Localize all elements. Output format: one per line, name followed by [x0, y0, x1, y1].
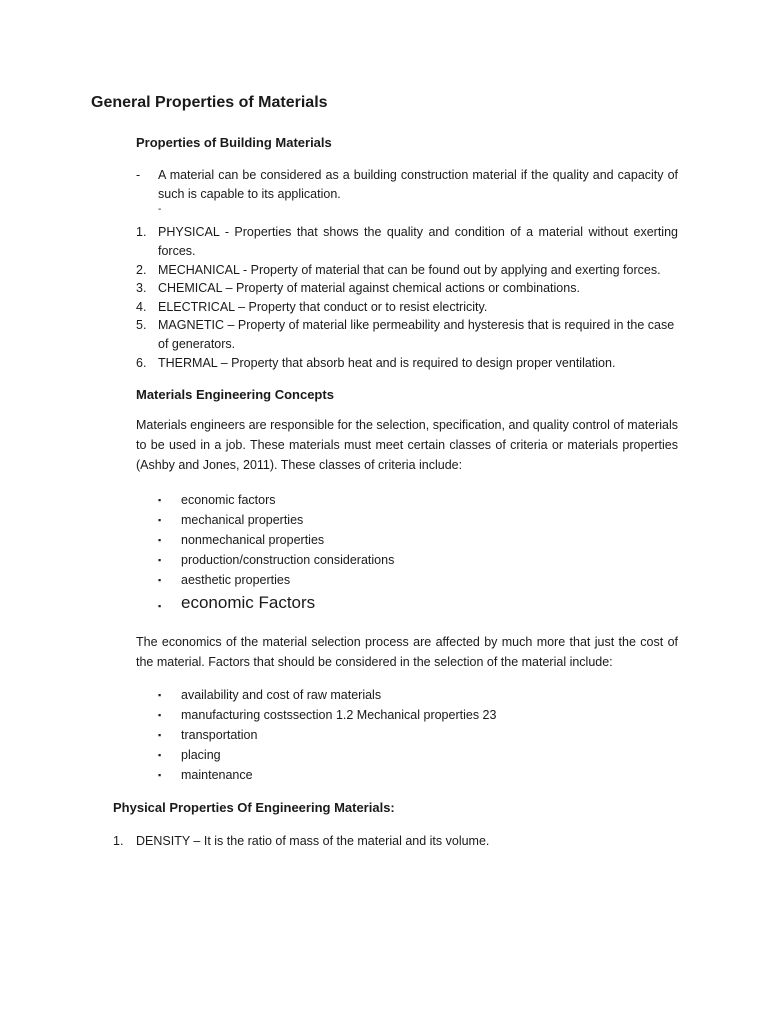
factor-item: availability and cost of raw materials	[181, 688, 382, 702]
list-item-number: 1.	[113, 834, 124, 848]
bullet-icon: ▪	[158, 750, 162, 760]
concepts-heading: Materials Engineering Concepts	[136, 387, 334, 402]
bullet-icon: ▪	[158, 710, 162, 720]
physical-properties-heading: Physical Properties Of Engineering Materials:	[113, 800, 395, 815]
list-item-number: 5.	[136, 318, 147, 332]
bullet-icon: ▪	[158, 770, 162, 780]
page-title: General Properties of Materials	[91, 94, 328, 111]
criteria-item: economic factors	[181, 493, 276, 507]
criteria-item: production/construction considerations	[181, 553, 395, 567]
bullet-icon: ▪	[158, 535, 162, 545]
economics-paragraph: The economics of the material selection process are affected by much more that just the cost of the material. Factors that should be considered in the selection of the material include:	[136, 635, 678, 669]
building-heading: Properties of Building Materials	[136, 135, 332, 150]
list-item-number: 2.	[136, 263, 147, 277]
bullet-icon: ▪	[158, 555, 162, 565]
concepts-paragraph: Materials engineers are responsible for the selection, specification, and quality control of materials to be used in a job. These materials must meet certain classes of criteria or materials properties (Ashby and Jones, 2011). These classes of criteria include:	[136, 418, 678, 472]
building-intro: A material can be considered as a building construction material if the quality and capacity of such is capable to its application.	[158, 168, 678, 201]
list-item-mechanical: MECHANICAL - Property of material that can be found out by applying and exerting forces.	[158, 263, 661, 277]
list-item-number: 3.	[136, 281, 147, 295]
bullet-icon: ▪	[158, 575, 162, 585]
criteria-item: mechanical properties	[181, 513, 304, 527]
dash-marker: -	[136, 168, 141, 182]
list-item-density: DENSITY – It is the ratio of mass of the material and its volume.	[136, 834, 490, 848]
bullet-icon: ▪	[158, 495, 162, 505]
criteria-item: nonmechanical properties	[181, 533, 325, 547]
dash-marker-2: -	[158, 204, 162, 215]
criteria-item: aesthetic properties	[181, 573, 291, 587]
list-item-number: 1.	[136, 225, 147, 239]
list-item-physical: PHYSICAL - Properties that shows the quality and condition of a material without exerting forces.	[158, 225, 678, 258]
list-item-chemical: CHEMICAL – Property of material against chemical actions or combinations.	[158, 281, 580, 295]
list-item-thermal: THERMAL – Property that absorb heat and is required to design proper ventilation.	[158, 356, 616, 370]
bullet-icon: ▪	[158, 515, 162, 525]
economic-factors-heading: economic Factors	[181, 593, 316, 612]
bullet-icon: ▪	[158, 601, 162, 611]
list-item-magnetic: MAGNETIC – Property of material like permeability and hysteresis that is required in the case of generators.	[158, 318, 675, 351]
list-item-electrical: ELECTRICAL – Property that conduct or to resist electricity.	[158, 300, 488, 314]
bullet-icon: ▪	[158, 730, 162, 740]
factor-item: transportation	[181, 728, 258, 742]
factor-item: manufacturing costssection 1.2 Mechanical properties 23	[181, 708, 497, 722]
list-item-number: 4.	[136, 300, 147, 314]
factor-item: maintenance	[181, 768, 253, 782]
bullet-icon: ▪	[158, 690, 162, 700]
list-item-number: 6.	[136, 356, 147, 370]
factor-item: placing	[181, 748, 221, 762]
